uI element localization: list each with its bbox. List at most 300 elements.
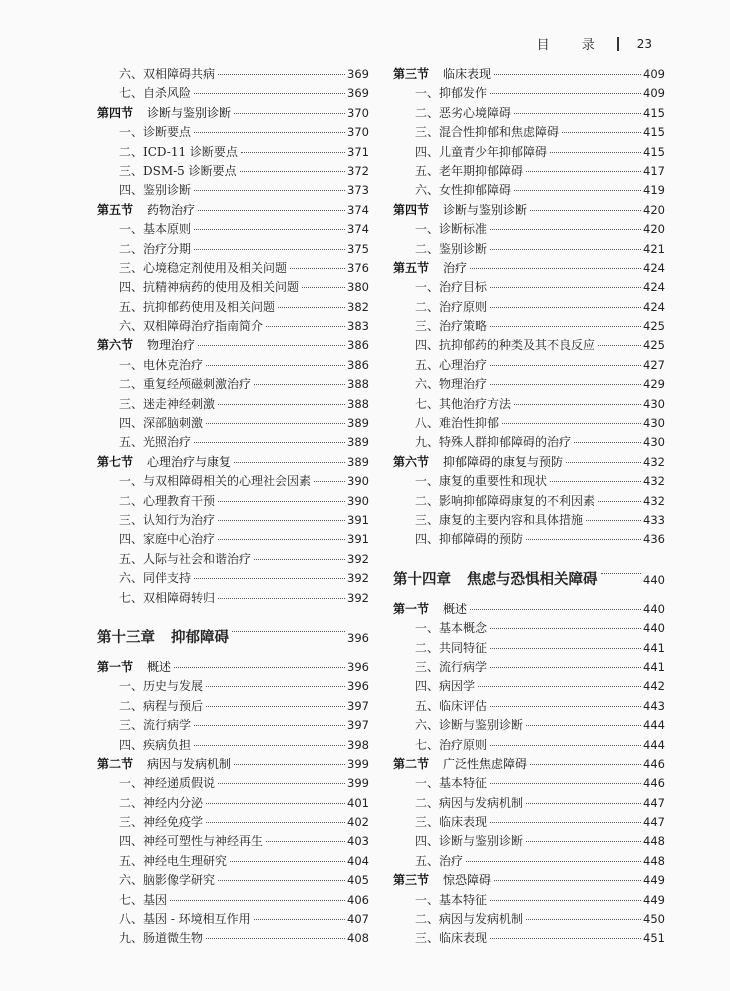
toc-section[interactable]: [97, 338, 369, 357]
dot-leader: [502, 423, 641, 424]
page-ref: 427: [643, 357, 665, 372]
toc-item[interactable]: [97, 183, 369, 202]
page-ref: 399: [347, 756, 369, 771]
toc-item[interactable]: [393, 641, 665, 660]
dot-leader: [290, 268, 345, 269]
toc-item[interactable]: [393, 699, 665, 718]
toc-item[interactable]: [393, 183, 665, 202]
toc-item[interactable]: [97, 552, 369, 571]
toc-label: [393, 358, 487, 373]
dot-leader: [526, 539, 641, 540]
dot-leader: [530, 210, 641, 211]
dot-leader: [490, 900, 641, 901]
toc-item[interactable]: [97, 164, 369, 183]
dot-leader: [198, 210, 345, 211]
dot-leader: [218, 74, 345, 75]
section-number: 第二节: [97, 756, 134, 771]
toc-label: [393, 564, 598, 596]
page-ref: 447: [643, 815, 665, 830]
dot-leader: [206, 706, 345, 707]
toc-item[interactable]: [97, 591, 369, 610]
toc-item[interactable]: [393, 242, 665, 261]
toc-label: [393, 164, 523, 179]
item-title: 二、心理教育干预: [119, 493, 216, 508]
item-title: 四、儿童青少年抑郁障碍: [415, 144, 548, 159]
toc-item[interactable]: [97, 494, 369, 513]
dot-leader: [526, 919, 641, 920]
toc-label: [393, 203, 527, 218]
toc-label: [393, 854, 463, 869]
toc-right-column: [393, 67, 665, 951]
page-header: [537, 34, 652, 53]
item-title: 三、康复的主要内容和具体措施: [415, 512, 584, 527]
dot-leader: [470, 609, 641, 610]
dot-leader: [574, 442, 641, 443]
page-ref: 405: [347, 873, 369, 888]
dot-leader: [218, 539, 345, 540]
dot-leader: [230, 861, 345, 862]
page-ref: 369: [347, 67, 369, 81]
dot-leader: [598, 345, 641, 346]
toc-item[interactable]: [97, 873, 369, 892]
item-title: 三、心境稳定剂使用及相关问题: [119, 260, 288, 275]
item-title: 一、治疗目标: [415, 280, 488, 295]
section-number: 第六节: [393, 454, 430, 469]
section-title: 惊恐障碍: [443, 873, 492, 888]
toc-label: [393, 86, 487, 101]
item-title: 五、神经电生理研究: [119, 853, 228, 868]
page-ref: 425: [643, 338, 665, 353]
toc-left-column: [97, 67, 369, 951]
toc-label: [97, 455, 231, 470]
toc-item[interactable]: [97, 145, 369, 164]
toc-section[interactable]: [393, 602, 665, 621]
toc-label: [97, 571, 191, 586]
dot-leader: [170, 900, 345, 901]
item-title: 五、人际与社会和谐治疗: [119, 551, 252, 566]
toc-label: [97, 931, 203, 946]
toc-item[interactable]: [97, 377, 369, 396]
toc-label: [97, 552, 251, 567]
chapter-title: 抑郁障碍: [171, 629, 229, 646]
page-ref: 440: [643, 621, 665, 636]
item-title: 三、流行病学: [119, 718, 192, 733]
dot-leader: [278, 307, 345, 308]
dot-leader: [206, 423, 345, 424]
dot-leader: [194, 249, 345, 250]
item-title: 六、双相障碍治疗指南简介: [119, 319, 264, 334]
toc-item[interactable]: [393, 86, 665, 105]
page-ref: 397: [347, 698, 369, 713]
toc-section[interactable]: [393, 67, 665, 86]
toc-label: [393, 183, 511, 198]
section-number: 第二节: [393, 756, 430, 771]
dot-leader: [566, 462, 641, 463]
toc-label: [97, 854, 227, 869]
dot-leader: [490, 93, 641, 94]
page-ref: 433: [643, 512, 665, 527]
toc-label: [393, 416, 499, 431]
toc-item[interactable]: [97, 718, 369, 737]
toc-item[interactable]: [393, 776, 665, 795]
item-title: 三、治疗策略: [415, 319, 488, 334]
toc-label: [97, 416, 203, 431]
toc-item[interactable]: [393, 679, 665, 698]
section-title: 物理治疗: [147, 338, 196, 353]
page-ref: 444: [643, 718, 665, 733]
toc-chapter[interactable]: [393, 564, 665, 596]
dot-leader: [490, 706, 641, 707]
toc-chapter[interactable]: [97, 622, 369, 654]
toc-item[interactable]: [97, 242, 369, 261]
page-ref: 415: [643, 125, 665, 140]
item-title: 八、基因 - 环境相互作用: [119, 912, 251, 927]
toc-item[interactable]: [97, 319, 369, 338]
section-title: 概述: [443, 601, 468, 616]
section-number: 第一节: [97, 659, 134, 674]
dot-leader: [194, 229, 345, 230]
item-title: 一、康复的重要性和现状: [415, 474, 548, 489]
item-title: 二、神经内分泌: [119, 795, 204, 810]
toc-label: [393, 893, 487, 908]
page-ref: 369: [347, 86, 369, 101]
toc-label: [97, 834, 263, 849]
toc-label: [393, 125, 559, 140]
item-title: 二、病因与发病机制: [415, 795, 524, 810]
toc-item[interactable]: [393, 125, 665, 144]
section-title: 诊断与鉴别诊断: [147, 105, 232, 120]
toc-label: [393, 261, 467, 276]
toc-label: [97, 280, 299, 295]
item-title: 一、抑郁发作: [415, 86, 488, 101]
page-ref: 448: [643, 834, 665, 849]
dot-leader: [490, 365, 641, 366]
toc-label: [97, 164, 237, 179]
page-ref: 429: [643, 377, 665, 392]
toc-label: [97, 893, 167, 908]
section-number: 第五节: [97, 202, 134, 217]
page-ref: 430: [643, 416, 665, 431]
dot-leader: [494, 880, 641, 881]
page-ref: 382: [347, 299, 369, 314]
page-ref: 407: [347, 912, 369, 927]
toc-label: [97, 591, 215, 606]
toc-label: [393, 338, 595, 353]
toc-label: [393, 145, 547, 160]
page-ref: 441: [643, 640, 665, 655]
item-title: 二、治疗分期: [119, 241, 192, 256]
toc-item[interactable]: [393, 513, 665, 532]
item-title: 一、神经递质假说: [119, 776, 216, 791]
toc-item[interactable]: [393, 338, 665, 357]
item-title: 一、电休克治疗: [119, 357, 204, 372]
toc-label: [393, 494, 595, 509]
toc-item[interactable]: [393, 300, 665, 319]
page-ref: 372: [347, 163, 369, 178]
page-ref: 436: [643, 532, 665, 547]
toc-item[interactable]: [393, 145, 665, 164]
page-ref: 391: [347, 512, 369, 527]
toc-item[interactable]: [393, 621, 665, 640]
page-ref: 396: [347, 679, 369, 694]
toc-item[interactable]: [393, 377, 665, 396]
toc-section[interactable]: [393, 873, 665, 892]
toc-section[interactable]: [97, 757, 369, 776]
dot-leader: [206, 686, 345, 687]
toc-item[interactable]: [97, 776, 369, 795]
item-title: 六、诊断与鉴别诊断: [415, 718, 524, 733]
toc-section[interactable]: [393, 261, 665, 280]
dot-leader: [194, 442, 345, 443]
section-number: 第五节: [393, 260, 430, 275]
item-title: 七、双相障碍转归: [119, 590, 216, 605]
page-ref: 420: [643, 222, 665, 237]
toc-label: [97, 125, 191, 140]
toc-item[interactable]: [393, 280, 665, 299]
item-title: 五、老年期抑郁障碍: [415, 163, 524, 178]
page-ref: 386: [347, 338, 369, 353]
header-title: 目 录: [536, 38, 609, 53]
page-ref: 370: [347, 125, 369, 140]
toc-item[interactable]: [97, 86, 369, 105]
toc-item[interactable]: [97, 532, 369, 551]
item-title: 三、混合性抑郁和焦虑障碍: [415, 125, 560, 140]
item-title: 二、病程与预后: [119, 698, 204, 713]
section-title: 心理治疗与康复: [147, 454, 232, 469]
toc-item[interactable]: [97, 397, 369, 416]
toc-item[interactable]: [97, 261, 369, 280]
item-title: 二、治疗原则: [415, 299, 488, 314]
dot-leader: [174, 667, 345, 668]
toc-item[interactable]: [97, 358, 369, 377]
page-ref: 447: [643, 795, 665, 810]
toc-label: [393, 377, 487, 392]
toc-item[interactable]: [97, 416, 369, 435]
item-title: 六、同伴支持: [119, 571, 192, 586]
toc-label: [97, 718, 191, 733]
page-ref: 430: [643, 435, 665, 450]
toc-label: [97, 106, 231, 121]
item-title: 七、基因: [119, 892, 168, 907]
toc-item[interactable]: [97, 280, 369, 299]
toc-item[interactable]: [393, 834, 665, 853]
section-title: 治疗: [443, 260, 468, 275]
dot-leader: [490, 648, 641, 649]
toc-item[interactable]: [97, 125, 369, 144]
item-title: 五、治疗: [415, 853, 464, 868]
toc-label: [97, 242, 191, 257]
item-title: 一、基本特征: [415, 892, 488, 907]
dot-leader: [194, 132, 345, 133]
dot-leader: [198, 345, 345, 346]
toc-label: [393, 776, 487, 791]
toc-item[interactable]: [97, 834, 369, 853]
toc-item[interactable]: [97, 854, 369, 873]
dot-leader: [494, 74, 641, 75]
page-ref: 401: [347, 795, 369, 810]
toc-label: [393, 718, 523, 733]
toc-label: [97, 815, 203, 830]
page-ref: 375: [347, 241, 369, 256]
toc-label: [393, 815, 487, 830]
toc-item[interactable]: [97, 912, 369, 931]
toc-item[interactable]: [97, 67, 369, 86]
toc-item[interactable]: [97, 474, 369, 493]
toc-label: [393, 738, 487, 753]
toc-label: [393, 300, 487, 315]
toc-label: [97, 622, 229, 654]
toc-label: [97, 377, 251, 392]
item-title: 六、女性抑郁障碍: [415, 183, 512, 198]
toc-item[interactable]: [393, 494, 665, 513]
dot-leader: [526, 725, 641, 726]
toc-section[interactable]: [97, 106, 369, 125]
dot-leader: [194, 93, 345, 94]
item-title: 一、基本概念: [415, 621, 488, 636]
toc-item[interactable]: [97, 931, 369, 950]
page-ref: 409: [643, 86, 665, 101]
toc-item[interactable]: [393, 164, 665, 183]
toc-label: [393, 435, 571, 450]
dot-leader: [266, 326, 345, 327]
section-number: 第七节: [97, 454, 134, 469]
page-ref: 396: [347, 630, 369, 645]
page-ref: 446: [643, 776, 665, 791]
toc-item[interactable]: [97, 300, 369, 319]
item-title: 七、自杀风险: [119, 86, 192, 101]
toc-item[interactable]: [393, 815, 665, 834]
dot-leader: [218, 880, 345, 881]
item-title: 二、病因与发病机制: [415, 912, 524, 927]
toc-label: [393, 796, 523, 811]
page-ref: 432: [643, 493, 665, 508]
toc-label: [97, 699, 203, 714]
chapter-number: 第十三章: [97, 629, 155, 646]
toc-label: [97, 679, 203, 694]
toc-item[interactable]: [393, 106, 665, 125]
toc-item[interactable]: [393, 435, 665, 454]
section-title: 广泛性焦虑障碍: [443, 756, 528, 771]
dot-leader: [241, 152, 345, 153]
toc-item[interactable]: [393, 358, 665, 377]
toc-section[interactable]: [97, 660, 369, 679]
toc-item[interactable]: [97, 222, 369, 241]
toc-section[interactable]: [393, 203, 665, 222]
toc-section[interactable]: [97, 203, 369, 222]
toc-label: [393, 699, 487, 714]
toc-label: [97, 757, 231, 772]
toc-item[interactable]: [97, 815, 369, 834]
page-ref: 421: [643, 241, 665, 256]
toc-item[interactable]: [393, 397, 665, 416]
page-ref: 430: [643, 396, 665, 411]
toc-item[interactable]: [393, 319, 665, 338]
toc-item[interactable]: [97, 435, 369, 454]
toc-label: [393, 912, 523, 927]
item-title: 五、心理治疗: [415, 357, 488, 372]
toc-item[interactable]: [393, 660, 665, 679]
toc-item[interactable]: [97, 571, 369, 590]
toc-section[interactable]: [393, 455, 665, 474]
dot-leader: [490, 249, 641, 250]
item-title: 四、神经可塑性与神经再生: [119, 834, 264, 849]
toc-label: [97, 738, 191, 753]
toc-item[interactable]: [393, 222, 665, 241]
toc-item[interactable]: [97, 699, 369, 718]
toc-item[interactable]: [393, 416, 665, 435]
toc-label: [97, 494, 215, 509]
item-title: 三、临床表现: [415, 931, 488, 946]
dot-leader: [550, 481, 641, 482]
item-title: 二、鉴别诊断: [415, 241, 488, 256]
section-title: 抑郁障碍的康复与预防: [443, 454, 564, 469]
toc-item[interactable]: [97, 738, 369, 757]
toc-item[interactable]: [393, 474, 665, 493]
page-ref: 443: [643, 698, 665, 713]
page-ref: 370: [347, 105, 369, 120]
page-ref: 424: [643, 299, 665, 314]
page-ref: 392: [347, 571, 369, 586]
toc-label: [393, 474, 547, 489]
item-title: 四、疾病负担: [119, 737, 192, 752]
dot-leader: [601, 573, 642, 574]
dot-leader: [234, 764, 345, 765]
item-title: 二、重复经颅磁刺激治疗: [119, 377, 252, 392]
toc-item[interactable]: [97, 513, 369, 532]
toc-item[interactable]: [97, 893, 369, 912]
page-ref: 448: [643, 853, 665, 868]
toc-section[interactable]: [393, 757, 665, 776]
page-ref: 390: [347, 493, 369, 508]
dot-leader: [206, 822, 345, 823]
toc-item[interactable]: [97, 679, 369, 698]
toc-section[interactable]: [97, 455, 369, 474]
dot-leader: [254, 919, 345, 920]
toc-label: [393, 513, 583, 528]
toc-item[interactable]: [393, 796, 665, 815]
section-number: 第一节: [393, 601, 430, 616]
toc-label: [393, 602, 467, 617]
dot-leader: [550, 152, 641, 153]
toc-item[interactable]: [393, 718, 665, 737]
item-title: 四、抗精神病药的使用及相关问题: [119, 280, 300, 295]
toc-item[interactable]: [393, 931, 665, 950]
page-ref: 389: [347, 435, 369, 450]
toc-label: [97, 873, 215, 888]
item-title: 四、鉴别诊断: [119, 183, 192, 198]
page-ref: 449: [643, 892, 665, 907]
dot-leader: [314, 481, 345, 482]
toc-item[interactable]: [97, 796, 369, 815]
toc-item[interactable]: [393, 893, 665, 912]
page-ref: 371: [347, 144, 369, 159]
toc-label: [97, 435, 191, 450]
dot-leader: [234, 462, 345, 463]
dot-leader: [302, 287, 345, 288]
toc-item[interactable]: [393, 912, 665, 931]
dot-leader: [194, 190, 345, 191]
toc-item[interactable]: [393, 854, 665, 873]
item-title: 二、影响抑郁障碍康复的不利因素: [415, 493, 596, 508]
dot-leader: [194, 578, 345, 579]
dot-leader: [254, 384, 345, 385]
dot-leader: [526, 841, 641, 842]
toc-item[interactable]: [393, 532, 665, 551]
toc-label: [393, 280, 487, 295]
header-divider: [617, 37, 619, 51]
toc-item[interactable]: [393, 738, 665, 757]
toc-label: [97, 300, 275, 315]
